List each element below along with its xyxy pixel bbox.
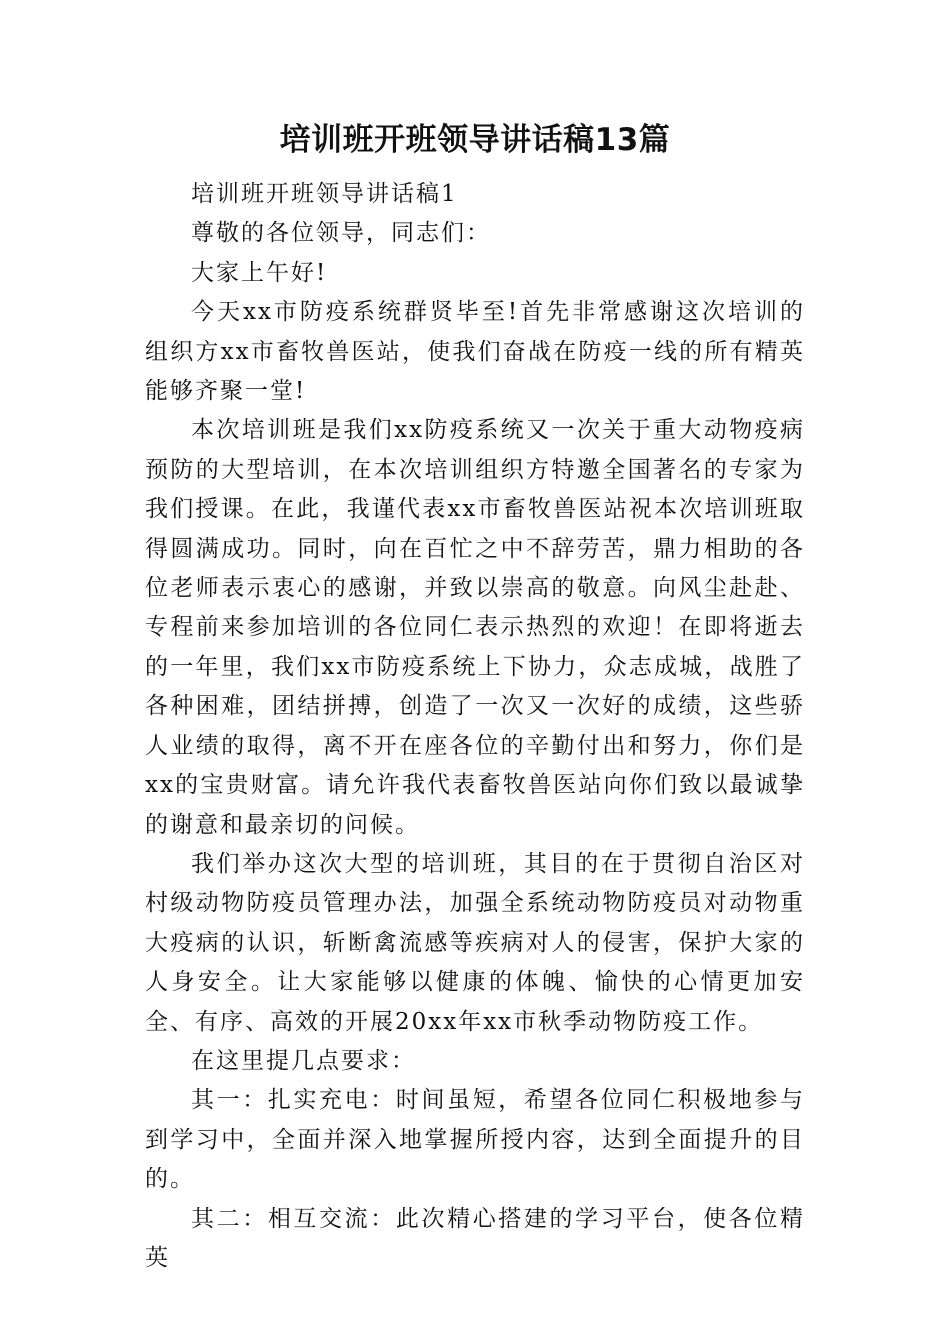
requirement-item: 其二：相互交流：此次精心搭建的学习平台，使各位精英 — [145, 1205, 805, 1271]
body-paragraph: 本次培训班是我们xx防疫系统又一次关于重大动物疫病预防的大型培训，在本次培训组织方特邀全国著名的专家为我们授课。在此，我谨代表xx市畜牧兽医站祝本次培训班取得圆满成功。同时，向在百忙之中不辞劳苦，鼎力相助的各位老师表示衷心的感谢，并致以崇高的敬意。向风尘赴赴、专程前来参加培训的各位同仁表示热烈的欢迎！在即将逝去的一年里，我们xx市防疫系统上下协力，众志成城，战胜了各种困难，团结拼搏，创造了一次又一次好的成绩，这些骄人业绩的取得，离不开在座各位的辛勤付出和努力，你们是xx的宝贵财富。请允许我代表畜牧兽医站向你们致以最诚挚的谢意和最亲切的问候。 — [145, 417, 805, 838]
salutation: 尊敬的各位领导，同志们： — [191, 220, 491, 247]
requirement-item: 其一：扎实充电：时间虽短，希望各位同仁积极地参与到学习中，全面并深入地掌握所授内容，达到全面提升的目的。 — [145, 1087, 805, 1193]
greeting: 大家上午好! — [191, 259, 328, 286]
requirements-intro: 在这里提几点要求： — [191, 1047, 416, 1074]
document-title: 培训班开班领导讲话稿13篇 — [279, 122, 671, 158]
speech-heading: 培训班开班领导讲话稿1 — [191, 181, 458, 207]
body-paragraph: 今天xx市防疫系统群贤毕至!首先非常感谢这次培训的组织方xx市畜牧兽医站，使我们奋战在防疫一线的所有精英能够齐聚一堂! — [145, 299, 805, 405]
body-paragraph: 我们举办这次大型的培训班，其目的在于贯彻自治区对村级动物防疫员管理办法，加强全系统动物防疫员对动物重大疫病的认识，斩断禽流感等疾病对人的侵害，保护大家的人身安全。让大家能够以健康的体魄、愉快的心情更加安全、有序、高效的开展20xx年xx市秋季动物防疫工作。 — [145, 850, 805, 1035]
